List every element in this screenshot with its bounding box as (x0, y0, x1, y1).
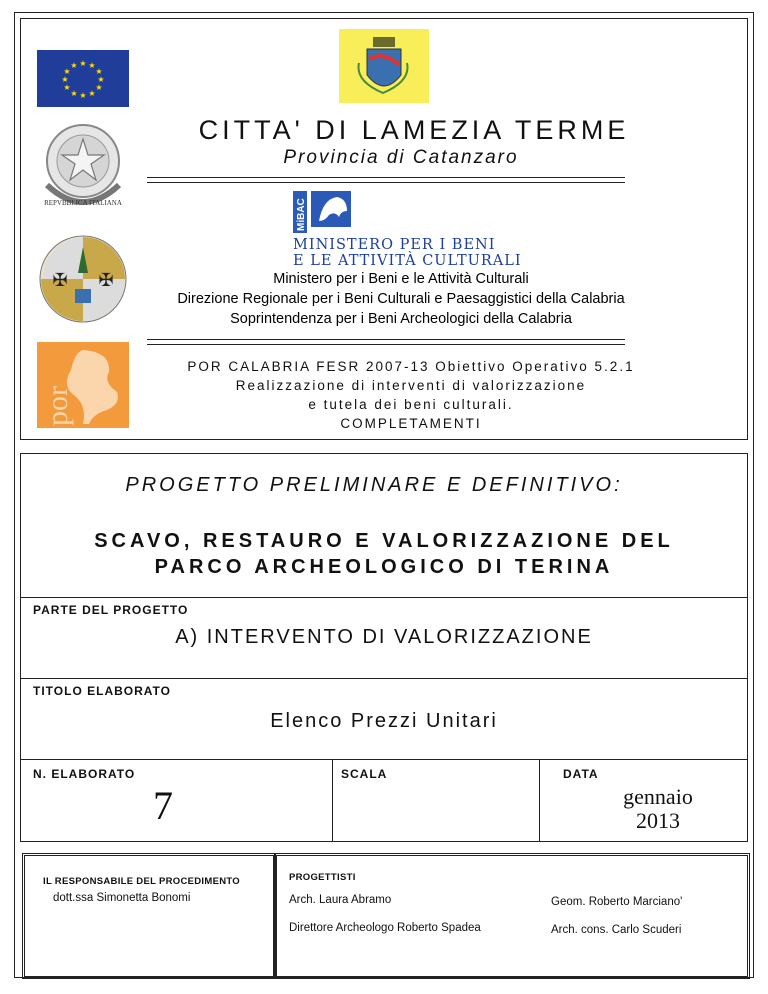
mibac-line-2: E LE ATTIVITÀ CULTURALI (293, 253, 522, 269)
rup-name: dott.ssa Simonetta Bonomi (53, 892, 191, 904)
province-subtitle: Provincia di Catanzaro (283, 147, 519, 168)
project-info-block (20, 453, 748, 842)
superintendence: Soprintendenza per i Beni Archeologici della Calabria (230, 311, 572, 327)
eu-flag-icon (37, 50, 129, 107)
mibac-logo-icon (293, 191, 355, 233)
svg-text:MiBAC: MiBAC (296, 198, 307, 231)
designer-2: Geom. Roberto Marciano' (551, 896, 683, 908)
svg-text:★: ★ (70, 61, 78, 70)
doc-title-value: Elenco Prezzi Unitari (270, 710, 498, 732)
por-line-4: COMPLETAMENTI (340, 416, 482, 431)
designer-4: Arch. cons. Carlo Scuderi (551, 924, 682, 936)
number-value: 7 (153, 783, 173, 828)
svg-text:★: ★ (61, 75, 69, 84)
header-block (20, 18, 748, 440)
svg-text:★: ★ (63, 67, 71, 76)
row-divider (21, 759, 747, 760)
svg-text:✠: ✠ (98, 270, 114, 290)
project-type: PROGETTO PRELIMINARE E DEFINITIVO: (125, 474, 623, 496)
rup-box (22, 853, 276, 979)
por-logo-icon (37, 342, 129, 428)
project-title-line-2: PARCO ARCHEOLOGICO DI TERINA (154, 556, 614, 578)
scale-label: SCALA (341, 767, 388, 781)
svg-text:★: ★ (97, 75, 105, 84)
doc-title-label: TITOLO ELABORATO (33, 684, 171, 698)
svg-text:★: ★ (95, 83, 103, 92)
svg-text:★: ★ (79, 59, 87, 68)
svg-text:★: ★ (95, 67, 103, 76)
svg-text:★: ★ (88, 89, 96, 98)
svg-text:por: por (41, 386, 74, 426)
ministry-name: Ministero per i Beni e le Attività Culturali (273, 271, 529, 287)
svg-text:REPVBBLICA ITALIANA: REPVBBLICA ITALIANA (44, 199, 122, 207)
row-divider (21, 597, 747, 598)
col-divider (332, 759, 333, 841)
divider-1 (147, 177, 625, 183)
svg-text:★: ★ (63, 83, 71, 92)
rup-label: IL RESPONSABILE DEL PROCEDIMENTO (43, 876, 240, 887)
mibac-line-1: MINISTERO PER I BENI (293, 237, 496, 253)
part-label: PARTE DEL PROGETTO (33, 603, 189, 617)
por-line-1: POR CALABRIA FESR 2007-13 Obiettivo Operativo 5.2.1 (187, 359, 635, 374)
svg-text:★: ★ (79, 91, 87, 100)
por-line-2: Realizzazione di interventi di valorizzazione (235, 378, 587, 393)
divider-2 (147, 339, 625, 345)
row-divider (21, 678, 747, 679)
date-year: 2013 (636, 808, 680, 833)
svg-text:✠: ✠ (52, 270, 68, 290)
date-label: DATA (563, 767, 599, 781)
date-month: gennaio (623, 784, 693, 809)
svg-text:★: ★ (88, 61, 96, 70)
svg-text:★: ★ (70, 89, 78, 98)
number-label: N. ELABORATO (33, 767, 136, 781)
designers-label: PROGETTISTI (289, 872, 356, 883)
project-title-line-1: SCAVO, RESTAURO E VALORIZZAZIONE DEL (94, 530, 674, 552)
designer-3: Direttore Archeologo Roberto Spadea (289, 922, 481, 934)
calabria-region-emblem-icon (39, 233, 127, 325)
city-title: CITTA' DI LAMEZIA TERME (198, 115, 630, 145)
designers-box (274, 853, 750, 979)
por-line-3: e tutela dei beni culturali. (308, 397, 514, 412)
regional-direction: Direzione Regionale per i Beni Culturali e Paesaggistici della Calabria (177, 291, 625, 307)
designer-1: Arch. Laura Abramo (289, 894, 392, 906)
city-crest-icon (339, 29, 429, 103)
part-value: A) INTERVENTO DI VALORIZZAZIONE (175, 626, 593, 648)
